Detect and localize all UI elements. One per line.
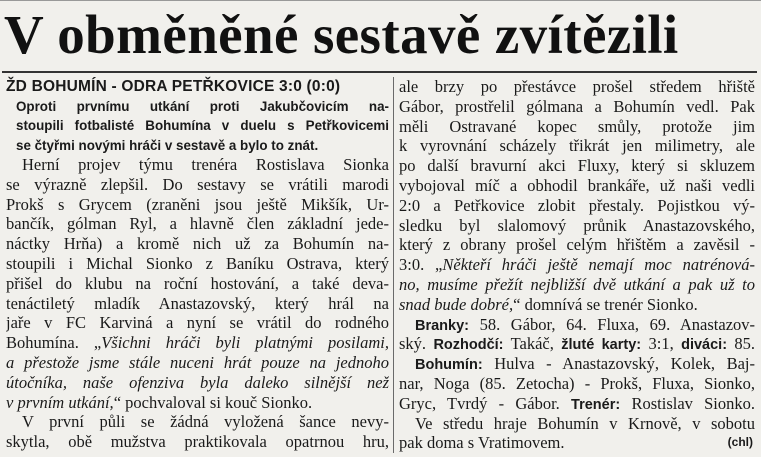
lead-line: stoupili fotbalisté Bohumína v duelu s Petřkovicemi (16, 118, 389, 133)
body-line: Gábor, prostřelil gólmana a Bohumín vedl. Pak (399, 96, 755, 116)
stats-referee: ský. Rozhodčí: Takáč, žluté karty: 3:1, diváci: 85. (399, 334, 755, 354)
quote-line: útočníka, naše ofenziva byla daleko silnější než (6, 372, 389, 392)
body-line: k vyrovnání scházely třikrát jen milimetry, ale (399, 136, 755, 156)
quote-line: a přestože jsme stále nuceni hrát pouze na jednoho (6, 352, 389, 372)
stats-goals: Branky: 58. Gábor, 64. Fluxa, 69. Anastazov- (415, 314, 755, 334)
body-line: V první půli se žádná vyložená šance nevy- (22, 412, 389, 432)
body-line: jaře v FC Karviná a nyní se vrátil do rodného (6, 313, 389, 333)
body-line: vybojoval míč a obhodil brankáře, už naši vedli (399, 175, 755, 195)
body-line: který z obrany prošel celým hřištěm a zavěsil - (399, 235, 755, 255)
stats-lineup: Bohumín: Hulva - Anastazovský, Kolek, Baj- (415, 354, 755, 374)
body-line: po další bravurní akci Fluxy, který si skluzem (399, 156, 755, 176)
body-line: přišel do klubu na roční hostování, a také deva- (6, 273, 389, 293)
body-line: bančík, gólman Ryl, a hlavně člen základní jede- (6, 214, 389, 234)
body-line: ale brzy po přestávce prošel středem hřiště (399, 77, 755, 96)
body-line: Herní projev týmu trenéra Rostislava Sionka (22, 155, 389, 174)
quote-line: no, musíme přežít nejbližší dvě utkání a pak už to (399, 274, 755, 294)
lead-line: se čtyřmi novými hráči v sestavě a bylo to znát. (16, 137, 319, 153)
stats-coach: Gryc, Tvrdý - Gábor. Trenér: Rostislav Sionko. (399, 393, 755, 413)
headline-rule (2, 71, 757, 73)
lead-line: Oproti prvnímu utkání proti Jakubčovicím na- (16, 98, 389, 114)
body-line: sledku byl slalomový průnik Anastazovského, (399, 215, 755, 235)
body-line: 2:0 a Petřkovice zlobit přestaly. Pojistkou vý- (399, 195, 755, 215)
closing-line: Ve středu hraje Bohumín v Krnově, v sobotu (415, 413, 755, 433)
headline: V obměněné sestavě zvítězili (4, 4, 679, 65)
body-line: náctky Hrňa) a kromě nich už za Bohumín na- (6, 234, 389, 254)
body-line: měli Ostravané kopec smůly, protože jim (399, 116, 755, 136)
body-line: 3:0. „Někteří hráči ještě nemají moc natrénová- (399, 255, 755, 275)
match-title: ŽD BOHUMÍN - ODRA PETŘKOVICE 3:0 (0:0) (6, 78, 341, 95)
quote-line: snad bude dobré,“ domnívá se trenér Sionko. (399, 294, 698, 314)
body-line: stoupili i Michal Sionko z Baníku Ostrava, který (6, 253, 389, 273)
author-signature: (chl) (727, 435, 753, 450)
quote-line: v prvním utkání,“ pochvaloval si kouč Sionko. (6, 392, 313, 412)
column-separator (393, 77, 394, 453)
body-line: Prokš s Grycem (zraněni jsou ještě Mikšík, Ur- (6, 194, 389, 214)
body-line: tenáctiletý mladík Anastazovský, který hrál na (6, 293, 389, 313)
closing-line: pak doma s Vratimovem. (chl) (399, 433, 753, 453)
left-column (6, 77, 389, 452)
right-column (399, 77, 755, 453)
body-line: skytla, obě mužstva praktikovala opatrnou hru, (6, 432, 389, 452)
stats-lineup: nar, Noga (85. Zetocha) - Prokš, Fluxa, Sionko, (399, 373, 755, 393)
body-line: Bohumína. „Všichni hráči byli platnými posilami, (6, 333, 389, 353)
body-line: se výrazně zlepšil. Do sestavy se vrátili marodi (6, 174, 389, 194)
